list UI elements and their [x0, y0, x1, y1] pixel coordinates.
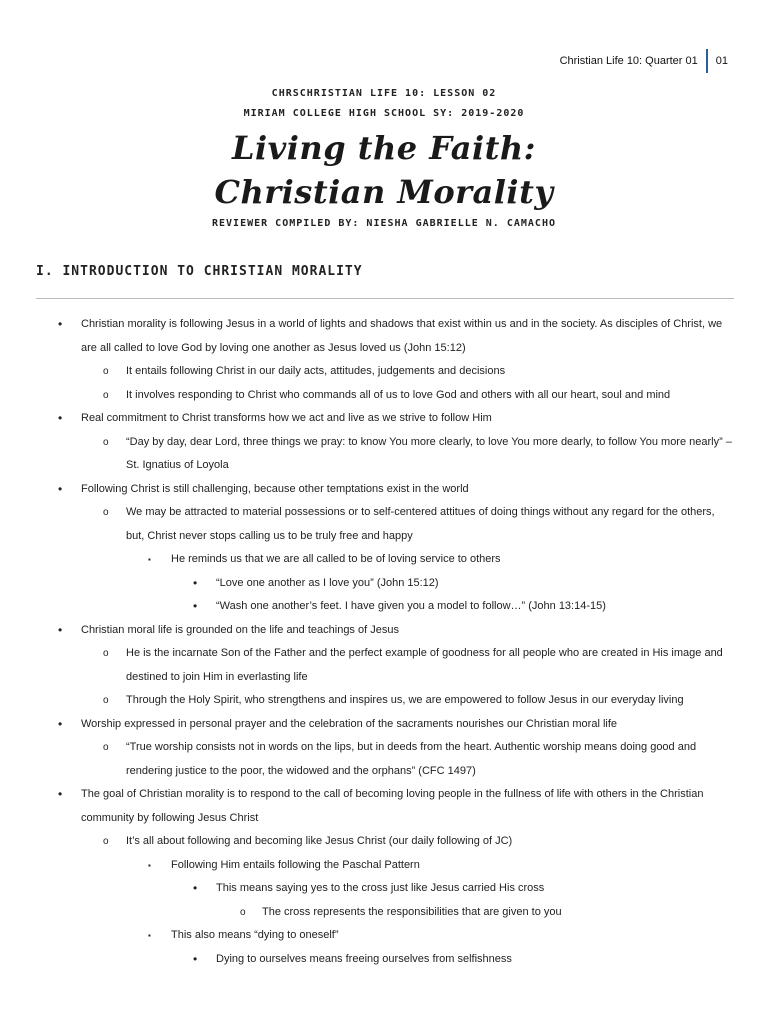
bullet-marker: •: [58, 411, 63, 425]
list-item: [0, 360, 768, 384]
list-item: [0, 736, 768, 783]
bullet-marker: •: [193, 599, 198, 613]
bullet-marker: ▪: [148, 555, 151, 564]
running-header: [560, 48, 728, 74]
list-item: [0, 595, 768, 619]
bullet-marker: •: [193, 575, 198, 590]
bullet-marker: •: [58, 787, 63, 801]
bullet-marker: o: [103, 695, 109, 706]
bullet-marker: ▪: [148, 931, 151, 940]
list-item: [0, 783, 768, 830]
list-item-text: It involves responding to Christ who commands all of us to love God and others with all our heart, soul and mind: [126, 388, 671, 401]
bullet-marker: o: [240, 906, 246, 918]
title-block: [0, 84, 768, 229]
bullet-marker: o: [103, 436, 109, 448]
list-item: [0, 901, 768, 925]
page-title-line1: Living the Faith:: [232, 129, 536, 167]
list-item: [0, 948, 768, 972]
list-item: [0, 384, 768, 408]
list-item-text: Dying to ourselves means freeing ourselves from selfishness: [216, 952, 512, 965]
bullet-marker: o: [103, 366, 109, 377]
list-item: [0, 572, 768, 596]
list-item-text: It entails following Christ in our daily acts, attitudes, judgements and decisions: [126, 365, 506, 377]
list-item-text: Following Christ is still challenging, because other temptations exist in the world: [81, 482, 469, 495]
compiled-by-line: REVIEWER COMPILED BY: NIESHA GABRIELLE N. CAMACHO: [211, 218, 556, 229]
bullet-marker: o: [103, 742, 109, 753]
list-item-text: Worship expressed in personal prayer and the celebration of the sacraments nourishes our Christian moral life: [81, 717, 618, 730]
list-item-text: The goal of Christian morality is to respond to the call of becoming loving people in the fullness of life with others in the Christian community by following Jesus Christ: [81, 788, 704, 824]
list-item-text: Through the Holy Spirit, who strengthens and inspires us, we are empowered to follow Jesus in our everyday living: [126, 694, 684, 706]
bullet-marker: •: [193, 881, 198, 895]
list-item: [0, 313, 768, 360]
bullet-marker: o: [103, 648, 109, 659]
list-item-text: Christian moral life is grounded on the life and teachings of Jesus: [81, 623, 399, 636]
header-title: Christian Life 10: Quarter 01: [559, 55, 698, 67]
bullet-marker: •: [58, 317, 63, 331]
section-divider: [36, 298, 734, 299]
list-item: [0, 478, 768, 502]
bullet-marker: ▪: [148, 860, 151, 870]
list-item: [0, 619, 768, 643]
list-item-text: He is the incarnate Son of the Father and the perfect example of goodness for all people who are created in His image and destined to join Him in everlasting life: [126, 647, 723, 683]
list-item: [0, 548, 768, 572]
list-item-text: Following Him entails following the Paschal Pattern: [171, 858, 420, 871]
list-item-text: This means saying yes to the cross just like Jesus carried His cross: [216, 882, 545, 894]
page-number: 01: [715, 55, 728, 67]
list-item: [0, 642, 768, 689]
list-item: [0, 877, 768, 901]
list-item: [0, 689, 768, 713]
list-item: [0, 713, 768, 737]
list-item-text: “True worship consists not in words on the lips, but in deeds from the heart. Authentic worship means doing good and rendering justice to the poor, the widowed and the orphans” (CFC 1497): [126, 741, 697, 777]
list-item: [0, 431, 768, 478]
list-item-text: “Day by day, dear Lord, three things we pray: to know You more clearly, to love You more dearly, to follow You more nearly” – St. Ignatius of Loyola: [126, 435, 732, 471]
list-item: [0, 501, 768, 548]
course-line: CHRSCHRISTIAN LIFE 10: LESSON 02: [271, 88, 497, 99]
list-item-text: He reminds us that we are all called to be of loving service to others: [171, 553, 501, 565]
bullet-marker: o: [103, 507, 109, 518]
list-item-text: Christian morality is following Jesus in a world of lights and shadows that exist within us and in the society. As disciples of Christ, we are all called to love God by loving one another as Jesus loved us (John 15:12): [81, 318, 723, 354]
section-heading: I. INTRODUCTION TO CHRISTIAN MORALITY: [36, 264, 363, 279]
list-item: [0, 407, 768, 431]
outline-list: [0, 313, 768, 971]
bullet-marker: o: [103, 389, 109, 401]
list-item-text: It’s all about following and becoming like Jesus Christ (our daily following of JC): [126, 835, 513, 847]
list-item: [0, 830, 768, 854]
header-divider: [706, 49, 708, 73]
bullet-marker: •: [58, 622, 63, 637]
list-item-text: The cross represents the responsibilities that are given to you: [262, 905, 562, 918]
bullet-marker: o: [103, 836, 109, 847]
list-item-text: Real commitment to Christ transforms how we act and live as we strive to follow Him: [81, 412, 492, 424]
list-item-text: We may be attracted to material possessions or to self-centered attitues of doing things without any regard for the others, but, Christ never stops calling us to be truly free and happy: [126, 506, 715, 542]
school-line: MIRIAM COLLEGE HIGH SCHOOL SY: 2019-2020: [243, 108, 525, 119]
list-item-text: This also means “dying to oneself”: [171, 929, 339, 941]
list-item-text: “Wash one another’s feet. I have given you a model to follow…” (John 13:14-15): [216, 600, 606, 612]
page-title-line2: Christian Morality: [214, 173, 554, 211]
list-item-text: “Love one another as I love you” (John 15:12): [216, 576, 439, 589]
bullet-marker: •: [193, 951, 198, 966]
bullet-marker: •: [58, 716, 63, 731]
bullet-marker: •: [58, 481, 63, 496]
list-item: [0, 924, 768, 948]
list-item: [0, 854, 768, 878]
